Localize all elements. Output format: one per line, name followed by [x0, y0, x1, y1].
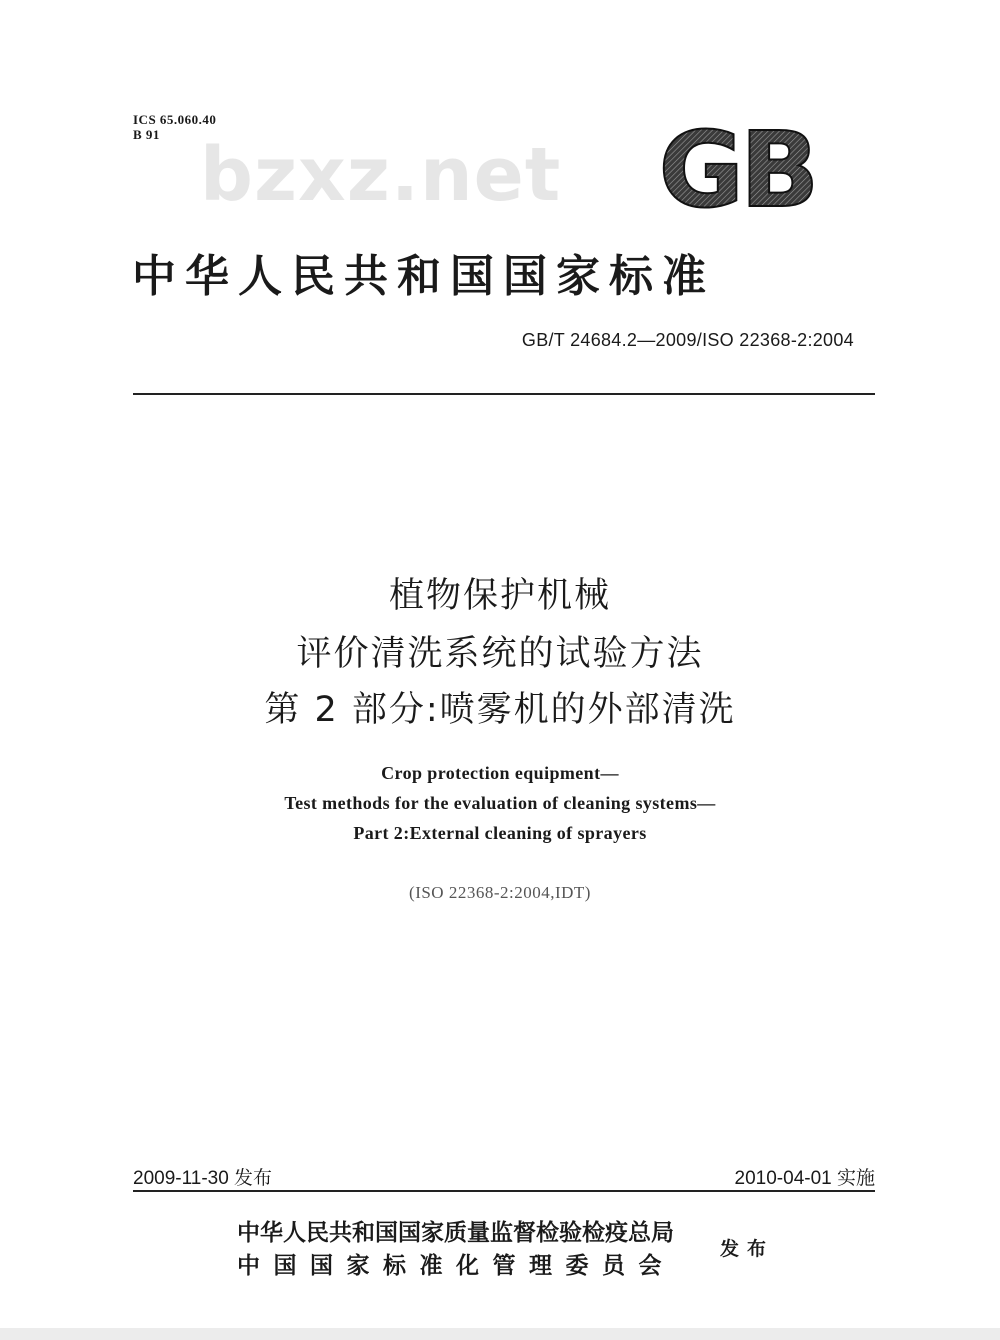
- footer-divider: [133, 1190, 875, 1192]
- national-standard-title: 中华人民共和国国家标准: [132, 251, 715, 302]
- title-cn-line1: 植物保护机械: [388, 576, 611, 616]
- implementation-date: 2010-04-01 实施: [734, 1168, 875, 1189]
- header-divider: [133, 393, 875, 395]
- equivalence-note: (ISO 22368-2:2004,IDT): [409, 883, 591, 902]
- title-en-line2: Test methods for the evaluation of cleaning systems—: [284, 793, 716, 813]
- gb-logo: [645, 118, 830, 218]
- title-en-line1: Crop protection equipment—: [381, 763, 619, 783]
- title-cn-line3: 第 2 部分:喷雾机的外部清洗: [264, 690, 736, 730]
- publish-label: 发布: [720, 1238, 775, 1260]
- publisher-line2: 中国国家标准化管理委员会: [237, 1252, 675, 1279]
- watermark: bzxz.net: [200, 132, 562, 218]
- ics-code: ICS 65.060.40: [133, 112, 217, 127]
- page-bottom-strip: [0, 1328, 1000, 1340]
- title-en-line3: Part 2:External cleaning of sprayers: [353, 823, 647, 843]
- issue-date: 2009-11-30 发布: [133, 1168, 273, 1189]
- ccs-code: B 91: [133, 127, 160, 142]
- standard-number: GB/T 24684.2—2009/ISO 22368-2:2004: [521, 330, 854, 350]
- gb-logo-text: GB: [658, 118, 816, 218]
- publisher-line1: 中华人民共和国国家质量监督检验检疫总局: [237, 1219, 674, 1246]
- title-cn-line2: 评价清洗系统的试验方法: [296, 634, 704, 674]
